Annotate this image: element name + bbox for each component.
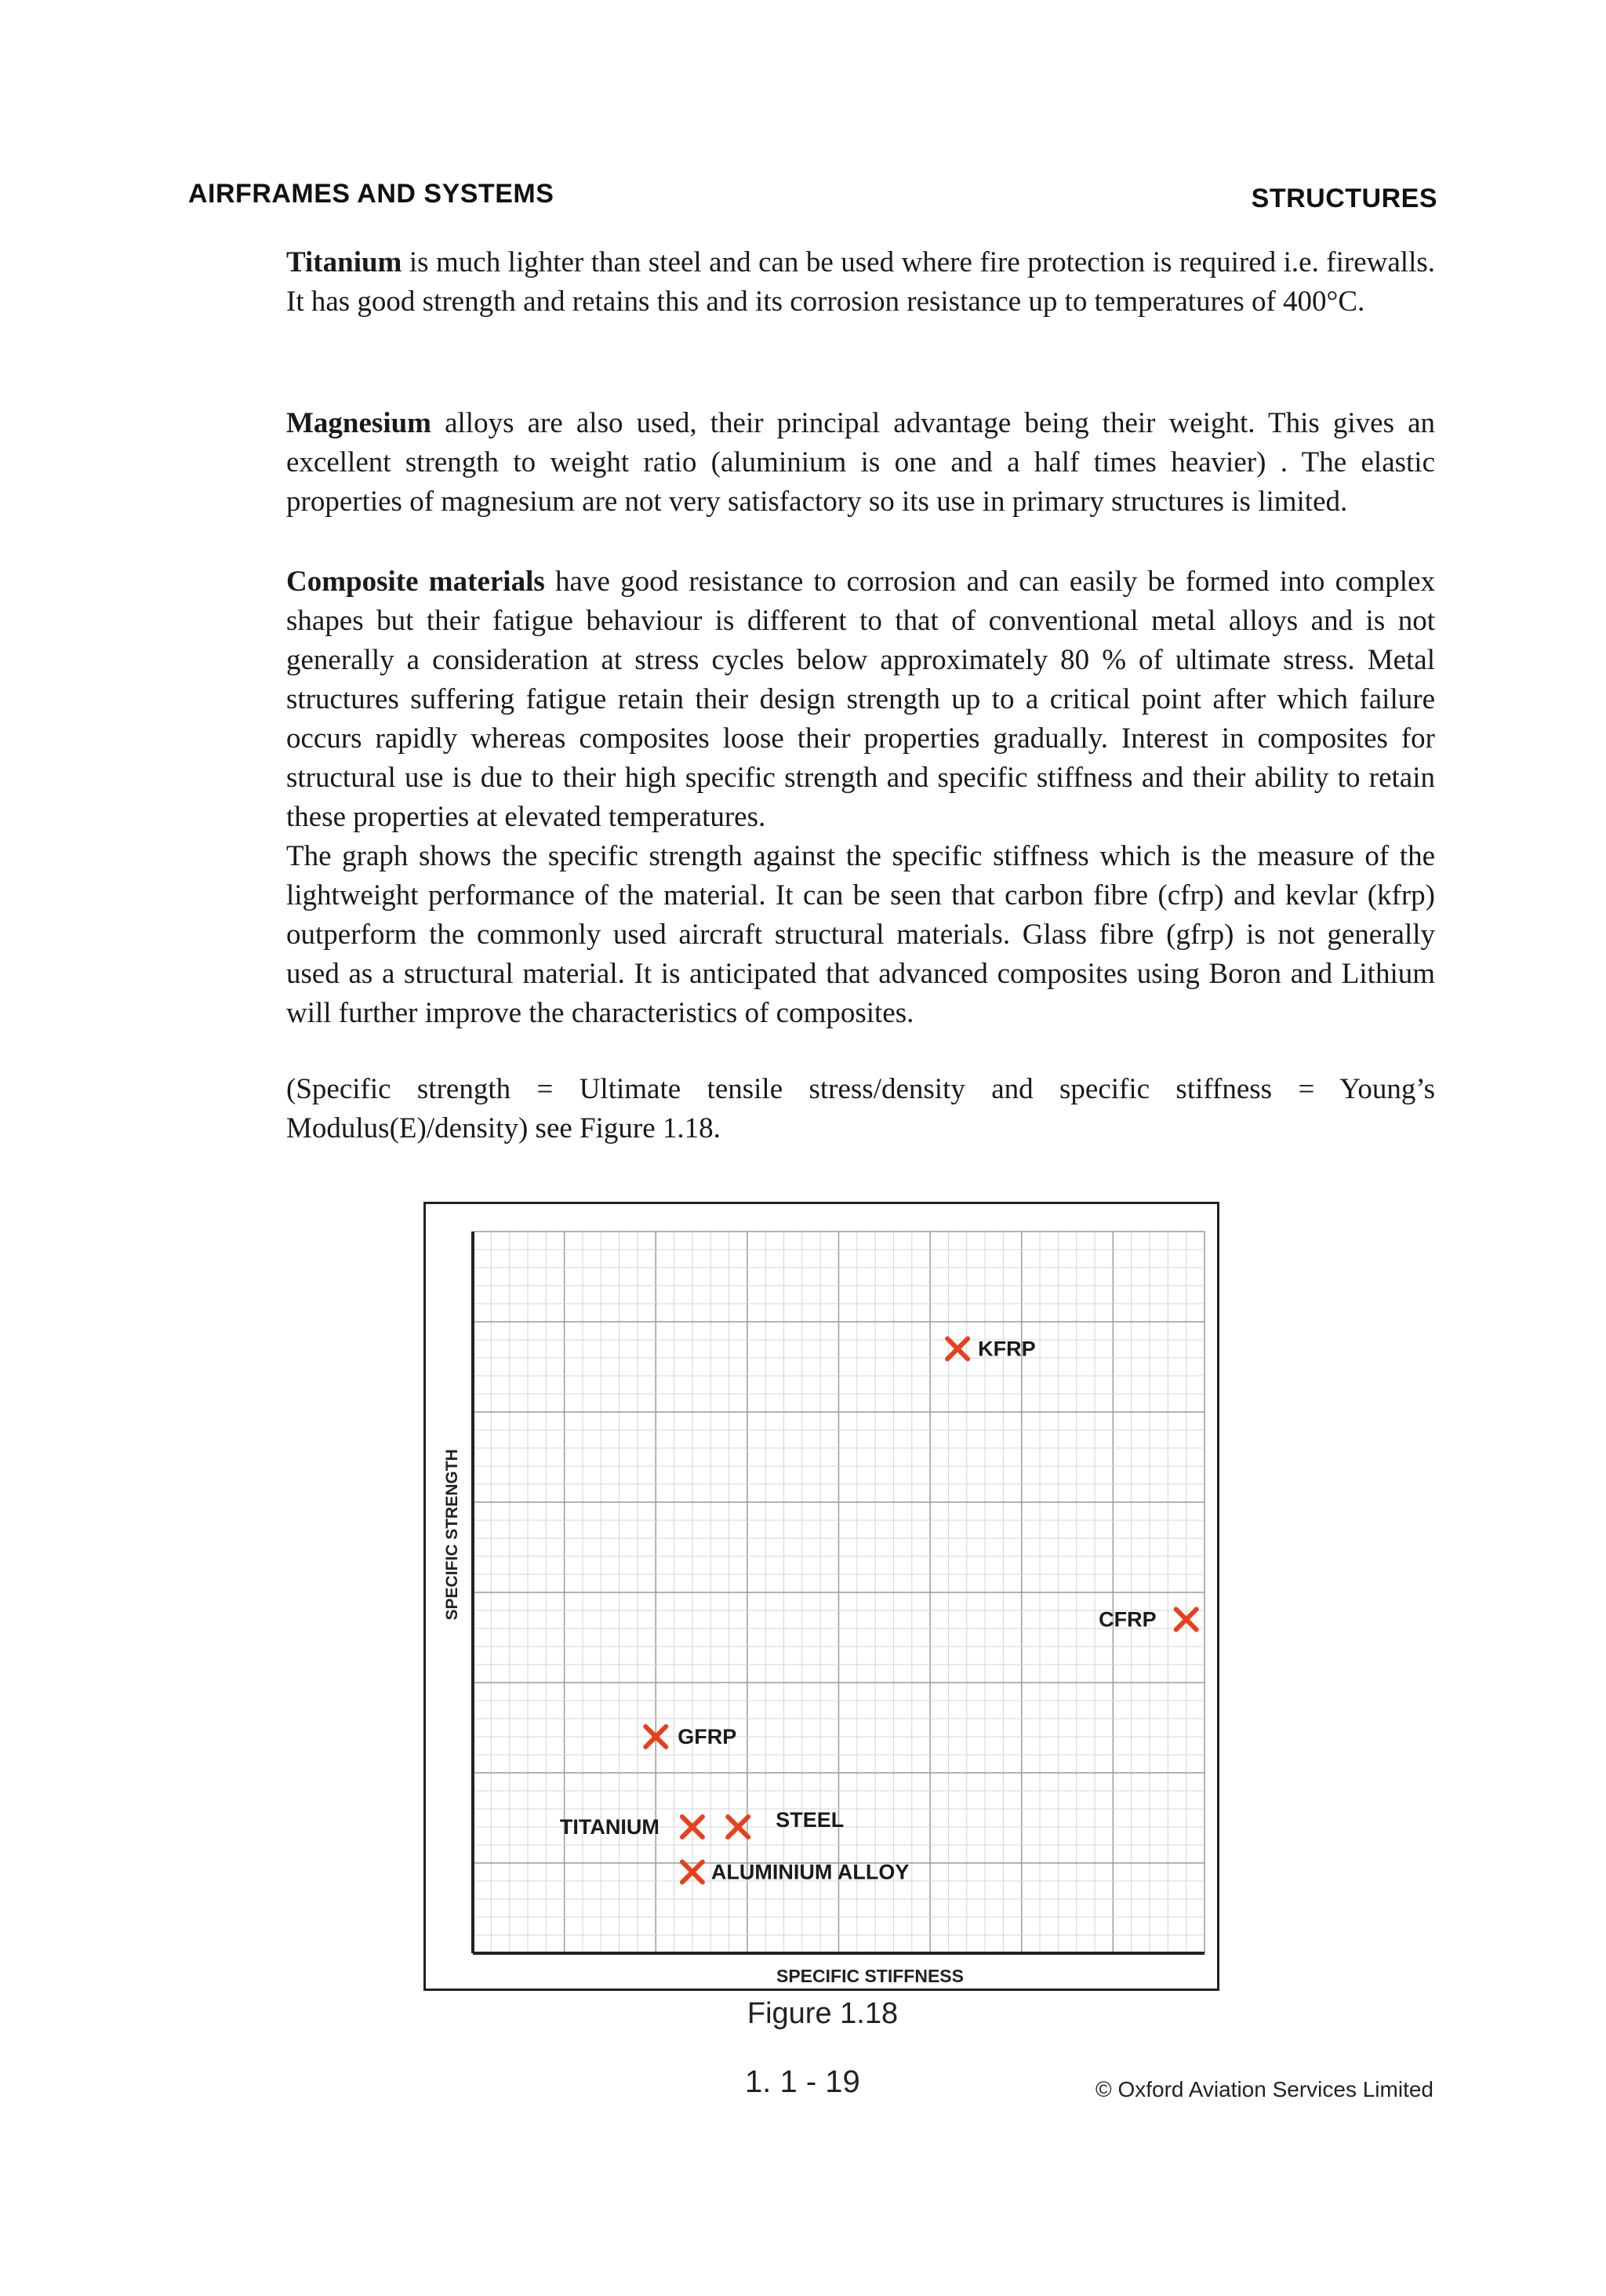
y-axis-label: SPECIFIC STRENGTH: [443, 1449, 461, 1621]
term-composite-materials: Composite materials: [286, 566, 545, 598]
point-label-steel: STEEL: [776, 1808, 845, 1832]
figure-caption: Figure 1.18: [747, 1997, 899, 2030]
paragraph-magnesium: [286, 404, 1435, 522]
term-magnesium: Magnesium: [286, 407, 431, 439]
paragraph-titanium-text: is much lighter than steel and can be used where fire protection is required i.e. firewalls. It has good strength and retains this and its corrosion resistance up to temperatures of 400°C.: [286, 246, 1435, 318]
point-label-aluminium-alloy: ALUMINIUM ALLOY: [710, 1860, 910, 1884]
paragraph-graph-text: The graph shows the specific strength against the specific stiffness which is the measure of the lightweight performance of the material. It can be seen that carbon fibre (cfrp) and kevlar (kfrp) outperform the commonly used aircraft structural materials. Glass fibre (gfrp) is not generally used as a structural material. It is anticipated that advanced composites using Boron and Lithium will further improve the characteristics of composites.: [286, 840, 1435, 1029]
page-number: 1. 1 - 19: [745, 2065, 860, 2099]
running-header-left: AIRFRAMES AND SYSTEMS: [188, 179, 554, 209]
copyright-notice: © Oxford Aviation Services Limited: [1095, 2077, 1433, 2101]
paragraph-titanium: [286, 243, 1435, 322]
paragraph-composite-text: have good resistance to corrosion and can easily be formed into complex shapes but their fatigue behaviour is different to that of conventional metal alloys and is not generally a consideration at stress cycles below approximately 80 % of ultimate stress. Metal structures suffering fatigue retain their design strength up to a critical point after which failure occurs rapidly whereas composites loose their properties gradually. Interest in composites for structural use is due to their high specific strength and specific stiffness and their ability to retain these properties at elevated temperatures.: [286, 566, 1435, 833]
figure-frame: [423, 1202, 1219, 1991]
paragraph-magnesium-text: alloys are also used, their principal advantage being their weight. This gives an excellent strength to weight ratio (aluminium is one and a half times heavier) . The elastic properties of magnesium are not very satisfactory so its use in primary structures is limited.: [286, 407, 1435, 518]
term-titanium: Titanium: [286, 246, 402, 278]
x-axis-label: SPECIFIC STIFFNESS: [776, 1966, 964, 1986]
paragraph-composite: [286, 562, 1435, 1033]
point-label-cfrp: CFRP: [1099, 1607, 1157, 1632]
point-label-kfrp: KFRP: [978, 1337, 1036, 1361]
specific-strength-stiffness-chart: [426, 1204, 1217, 1989]
point-label-titanium: TITANIUM: [559, 1815, 659, 1839]
running-header-right: STRUCTURES: [1251, 184, 1437, 213]
point-label-gfrp: GFRP: [678, 1725, 737, 1748]
paragraph-definition: (Specific strength = Ultimate tensile stress/density and specific stiffness = Young’s Modulus(E)/density) see Figure 1.18.: [286, 1073, 1435, 1144]
